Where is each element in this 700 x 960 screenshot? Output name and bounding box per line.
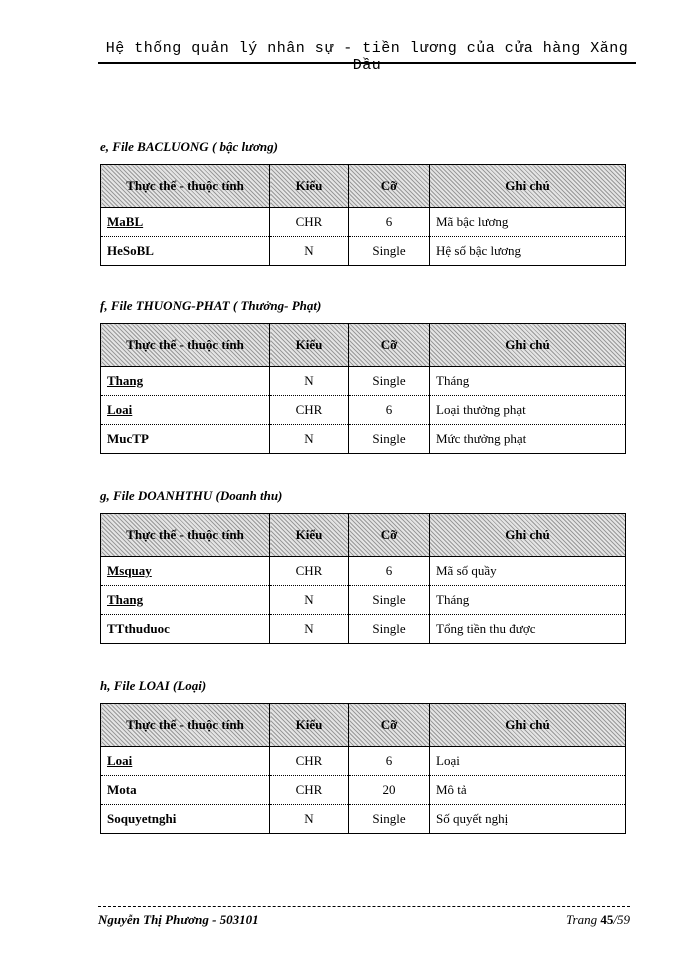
attr-size: 6 <box>349 396 430 425</box>
col-header-type: Kiểu <box>270 324 349 367</box>
attr-size: 20 <box>349 776 430 805</box>
attr-type: N <box>270 586 349 615</box>
table-header-row <box>101 514 626 557</box>
page-separator: / <box>613 912 617 927</box>
attr-name: Loai <box>101 396 270 425</box>
attr-type: CHR <box>270 747 349 776</box>
attr-size: 6 <box>349 208 430 237</box>
col-header-note: Ghi chú <box>430 514 626 557</box>
page-current: 45 <box>600 912 614 927</box>
table-row <box>101 425 626 454</box>
attr-name: Msquay <box>101 557 270 586</box>
table-row <box>101 208 626 237</box>
table-row <box>101 586 626 615</box>
attr-note: Loại thưởng phạt <box>430 396 626 425</box>
col-header-size: Cỡ <box>349 514 430 557</box>
attr-name: MaBL <box>101 208 270 237</box>
attr-note: Mã số quầy <box>430 557 626 586</box>
col-header-size: Cỡ <box>349 324 430 367</box>
page-number <box>566 912 630 928</box>
attr-type: CHR <box>270 557 349 586</box>
attr-size: 6 <box>349 557 430 586</box>
attr-name: Loai <box>101 747 270 776</box>
table-thuong-phat <box>100 323 626 454</box>
attr-name: HeSoBL <box>101 237 270 266</box>
table-doanhthu <box>100 513 626 644</box>
attr-note: Tháng <box>430 586 626 615</box>
col-header-note: Ghi chú <box>430 324 626 367</box>
col-header-name: Thực thể - thuộc tính <box>101 514 270 557</box>
col-header-type: Kiểu <box>270 704 349 747</box>
page-total: 59 <box>617 912 630 927</box>
col-header-size: Cỡ <box>349 704 430 747</box>
attr-type: CHR <box>270 776 349 805</box>
table-row <box>101 367 626 396</box>
table-header-row <box>101 324 626 367</box>
col-header-note: Ghi chú <box>430 704 626 747</box>
attr-note: Mô tả <box>430 776 626 805</box>
col-header-type: Kiểu <box>270 514 349 557</box>
col-header-name: Thực thể - thuộc tính <box>101 704 270 747</box>
attr-note: Số quyết nghị <box>430 805 626 834</box>
header-rule <box>98 62 636 64</box>
attr-size: Single <box>349 805 430 834</box>
attr-name: Thang <box>101 367 270 396</box>
table-row <box>101 237 626 266</box>
table-row <box>101 615 626 644</box>
attr-type: N <box>270 237 349 266</box>
table-row <box>101 747 626 776</box>
attr-name: MucTP <box>101 425 270 454</box>
footer-author: Nguyễn Thị Phương - 503101 <box>98 912 259 927</box>
attr-type: N <box>270 805 349 834</box>
attr-note: Mã bậc lương <box>430 208 626 237</box>
attr-type: N <box>270 615 349 644</box>
attr-note: Mức thưởng phạt <box>430 425 626 454</box>
table-bacluong <box>100 164 626 266</box>
table-row <box>101 776 626 805</box>
col-header-note: Ghi chú <box>430 165 626 208</box>
attr-name: Thang <box>101 586 270 615</box>
col-header-name: Thực thể - thuộc tính <box>101 165 270 208</box>
attr-size: Single <box>349 586 430 615</box>
table-row <box>101 557 626 586</box>
col-header-name: Thực thể - thuộc tính <box>101 324 270 367</box>
col-header-type: Kiểu <box>270 165 349 208</box>
table-row <box>101 805 626 834</box>
attr-size: Single <box>349 367 430 396</box>
table-header-row <box>101 165 626 208</box>
section-title-bacluong: e, File BACLUONG ( bậc lương) <box>100 139 278 154</box>
attr-note: Tổng tiền thu được <box>430 615 626 644</box>
attr-name: Mota <box>101 776 270 805</box>
page-label: Trang <box>566 912 598 927</box>
attr-size: 6 <box>349 747 430 776</box>
table-header-row <box>101 704 626 747</box>
attr-size: Single <box>349 237 430 266</box>
table-loai <box>100 703 626 834</box>
section-title-thuong-phat: f, File THUONG-PHAT ( Thưởng- Phạt) <box>100 298 322 313</box>
attr-name: Soquyetnghi <box>101 805 270 834</box>
attr-type: CHR <box>270 396 349 425</box>
attr-note: Loại <box>430 747 626 776</box>
attr-size: Single <box>349 425 430 454</box>
attr-note: Tháng <box>430 367 626 396</box>
attr-size: Single <box>349 615 430 644</box>
attr-type: N <box>270 425 349 454</box>
attr-name: TTthuduoc <box>101 615 270 644</box>
attr-type: CHR <box>270 208 349 237</box>
section-title-loai: h, File LOAI (Loại) <box>100 678 207 693</box>
page-header: Hệ thống quản lý nhân sự - tiền lương của cửa hàng Xăng Dầu <box>105 40 629 74</box>
table-row <box>101 396 626 425</box>
section-title-doanhthu: g, File DOANHTHU (Doanh thu) <box>100 488 283 503</box>
attr-note: Hệ số bậc lương <box>430 237 626 266</box>
footer-rule <box>98 906 630 907</box>
col-header-size: Cỡ <box>349 165 430 208</box>
attr-type: N <box>270 367 349 396</box>
